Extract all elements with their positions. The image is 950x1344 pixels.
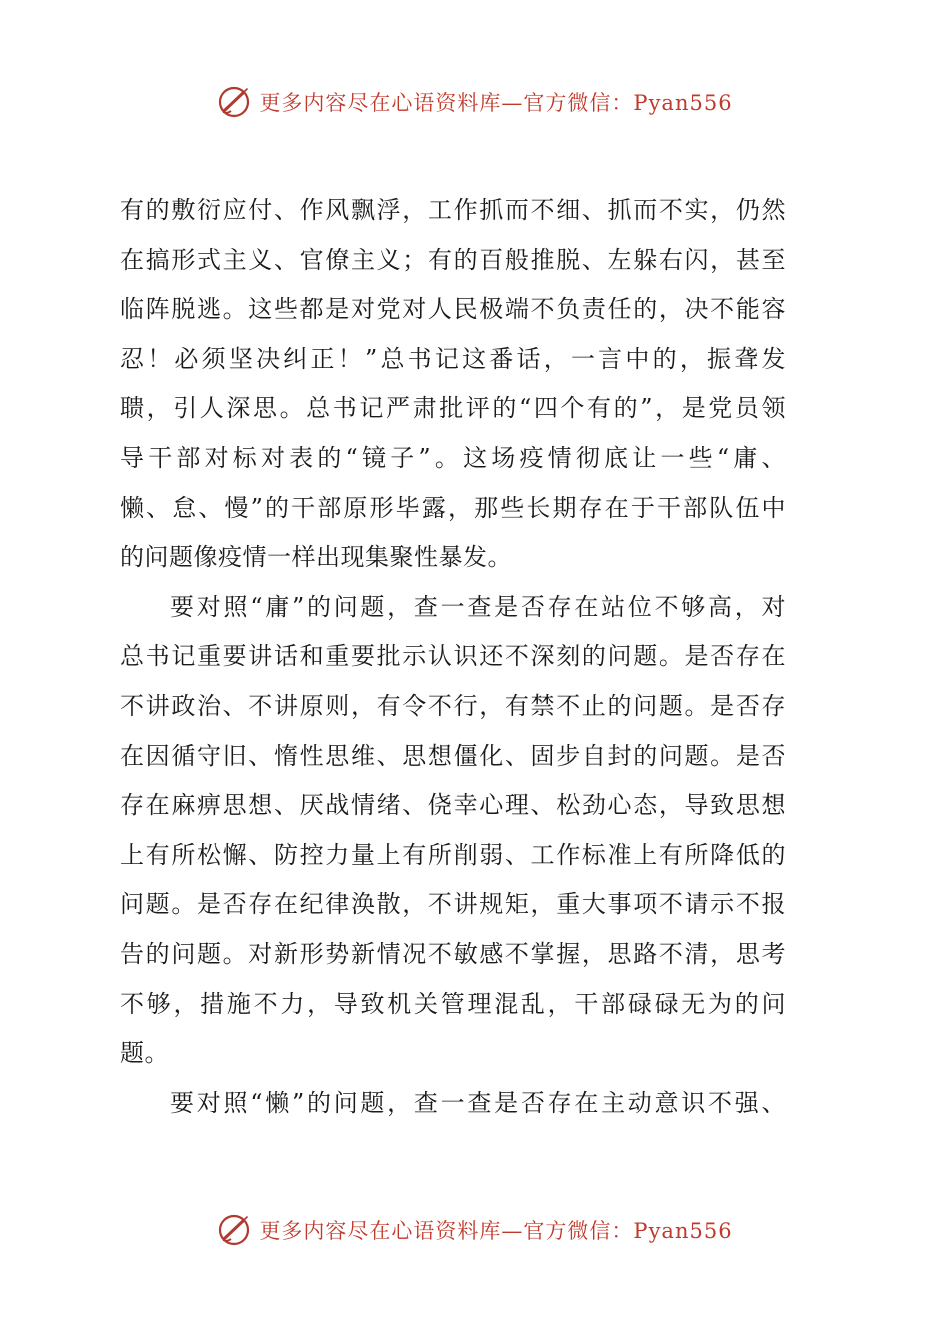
- text-line: 临阵脱逃。这些都是对党对人民极端不负责任的，决不能容: [120, 295, 786, 324]
- paragraph-start-line: 要对照“庸”的问题，查一查是否存在站位不够高，对: [170, 592, 786, 621]
- text-line: 告的问题。对新形势新情况不敏感不掌握，思路不清，思考: [120, 939, 786, 968]
- footer-banner: [0, 1208, 950, 1252]
- text-line: 忍！必须坚决纠正！”总书记这番话，一言中的，振聋发: [120, 344, 786, 373]
- text-line: 不讲政治、不讲原则，有令不行，有禁不止的问题。是否存: [120, 691, 786, 720]
- header-banner: [0, 80, 950, 124]
- text-line: 在因循守旧、惰性思维、思想僵化、固步自封的问题。是否: [120, 741, 786, 770]
- header-banner-text: 更多内容尽在心语资料库—官方微信：Pyan556: [259, 91, 733, 115]
- paragraph-start-line: 要对照“懒”的问题，查一查是否存在主动意识不强、: [170, 1088, 786, 1117]
- pen-logo-icon: [217, 1212, 253, 1248]
- text-line: 有的敷衍应付、作风飘浮，工作抓而不细、抓而不实，仍然: [120, 196, 786, 224]
- document-body: [120, 186, 786, 1128]
- text-line: 不够，措施不力，导致机关管理混乱，干部碌碌无为的问: [120, 989, 786, 1018]
- text-line: 上有所松懈、防控力量上有所削弱、工作标准上有所降低的: [120, 840, 786, 869]
- text-line: 导干部对标对表的“镜子”。这场疫情彻底让一些“庸、: [120, 443, 786, 472]
- text-line: 在搞形式主义、官僚主义；有的百般推脱、左躲右闪，甚至: [120, 245, 786, 274]
- footer-banner-text: 更多内容尽在心语资料库—官方微信：Pyan556: [259, 1219, 733, 1243]
- text-line: 总书记重要讲话和重要批示认识还不深刻的问题。是否存在: [120, 642, 786, 671]
- text-line: 存在麻痹思想、厌战情绪、侥幸心理、松劲心态，导致思想: [120, 791, 786, 820]
- pen-logo-icon: [217, 84, 253, 120]
- text-line: 懒、怠、慢”的干部原形毕露，那些长期存在于干部队伍中: [120, 493, 786, 522]
- text-line: 聩，引人深思。总书记严肃批评的“四个有的”，是党员领: [120, 394, 786, 423]
- text-line: 的问题像疫情一样出现集聚性暴发。: [120, 543, 512, 572]
- text-line: 题。: [120, 1039, 169, 1068]
- text-line: 问题。是否存在纪律涣散，不讲规矩，重大事项不请示不报: [120, 890, 786, 919]
